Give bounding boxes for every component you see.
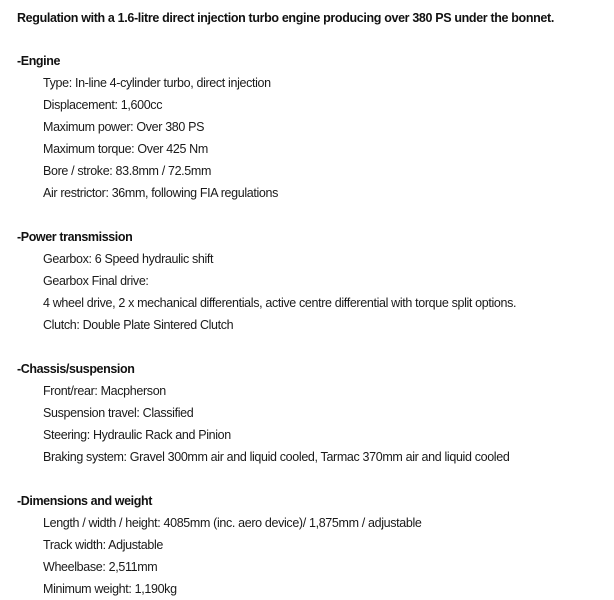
spec-item: Clutch: Double Plate Sintered Clutch bbox=[43, 318, 234, 332]
spec-item: Steering: Hydraulic Rack and Pinion bbox=[43, 428, 231, 442]
spec-item: 4 wheel drive, 2 x mechanical differentials, active centre differential with torque split options. bbox=[43, 296, 517, 310]
spec-item: Minimum weight: 1,190kg bbox=[43, 582, 177, 596]
spec-item: Length / width / height: 4085mm (inc. aero device)/ 1,875mm / adjustable bbox=[43, 516, 422, 530]
section-heading: -Dimensions and weight bbox=[17, 494, 152, 508]
spec-item: Displacement: 1,600cc bbox=[43, 98, 163, 112]
spec-item: Air restrictor: 36mm, following FIA regulations bbox=[43, 186, 279, 200]
spec-item: Gearbox Final drive: bbox=[43, 274, 149, 288]
spec-item: Type: In-line 4-cylinder turbo, direct injection bbox=[43, 76, 271, 90]
spec-item: Suspension travel: Classified bbox=[43, 406, 194, 420]
spec-item: Track width: Adjustable bbox=[43, 538, 164, 552]
spec-item: Front/rear: Macpherson bbox=[43, 384, 166, 398]
spec-item: Maximum torque: Over 425 Nm bbox=[43, 142, 208, 156]
spec-item: Wheelbase: 2,511mm bbox=[43, 560, 158, 574]
section-heading: -Power transmission bbox=[17, 230, 133, 244]
section-heading: -Engine bbox=[17, 54, 61, 68]
spec-item: Gearbox: 6 Speed hydraulic shift bbox=[43, 252, 214, 266]
section-heading: -Chassis/suspension bbox=[17, 362, 135, 376]
spec-item: Bore / stroke: 83.8mm / 72.5mm bbox=[43, 164, 212, 178]
spec-item: Braking system: Gravel 300mm air and liquid cooled, Tarmac 370mm air and liquid cooled bbox=[43, 450, 510, 464]
spec-item: Maximum power: Over 380 PS bbox=[43, 120, 205, 134]
intro-text: Regulation with a 1.6-litre direct injection turbo engine producing over 380 PS under the bonnet. bbox=[17, 11, 554, 25]
